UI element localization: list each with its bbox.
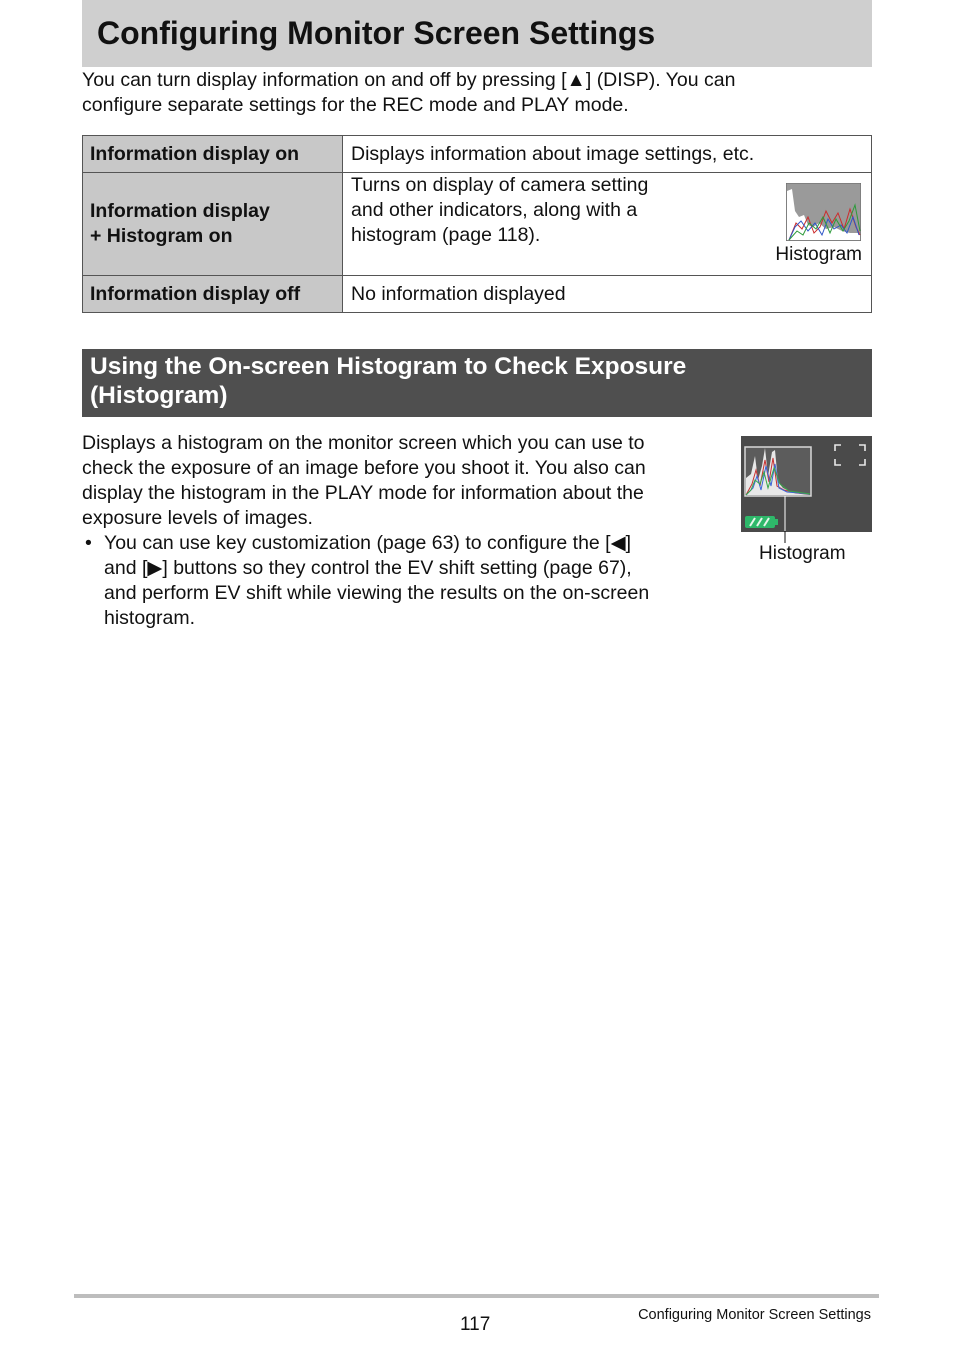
battery-icon (745, 516, 778, 528)
row-label: Information display off (83, 276, 343, 313)
description-line: Turns on display of camera setting (351, 174, 649, 196)
paragraph-line: display the histogram in the PLAY mode for information about the (82, 482, 644, 504)
section-paragraph (82, 431, 702, 531)
histogram-caption: Histogram (775, 244, 862, 265)
section-heading-line: (Histogram) (90, 382, 228, 409)
bullet-line: and perform EV shift while viewing the results on the on-screen (104, 582, 650, 604)
description-line: and other indicators, along with a (351, 199, 638, 221)
camera-screen-illustration (741, 436, 872, 532)
section-banner (82, 349, 872, 417)
bullet-item (82, 531, 702, 631)
bullet-line: You can use key customization (page 63) to configure the [◀] (104, 532, 632, 554)
paragraph-line: Displays a histogram on the monitor screen which you can use to (82, 432, 645, 454)
row-label-line: + Histogram on (90, 225, 233, 247)
row-label-line: Information display (90, 200, 270, 222)
running-footer-title: Configuring Monitor Screen Settings (638, 1307, 871, 1323)
row-label (83, 173, 343, 276)
bullet-line: histogram. (104, 607, 196, 629)
table-row (83, 136, 872, 173)
footer-rule (74, 1294, 879, 1298)
page-title: Configuring Monitor Screen Settings (97, 15, 656, 51)
intro-line: configure separate settings for the REC mode and PLAY mode. (82, 94, 629, 116)
row-description: Displays information about image settings, etc. (343, 136, 872, 173)
description-line: histogram (page 118). (351, 224, 541, 246)
table-row (83, 276, 872, 313)
row-description (343, 173, 872, 276)
table-row (83, 173, 872, 276)
histogram-caption: Histogram (759, 543, 846, 564)
bullet-marker: • (85, 532, 92, 554)
bullet-line: and [▶] buttons so they control the EV shift setting (page 67), (104, 557, 632, 579)
title-banner (82, 0, 872, 67)
histogram-thumbnail (786, 183, 861, 241)
intro-line: You can turn display information on and off by pressing [▲] (DISP). You can (82, 69, 736, 91)
settings-table (82, 135, 872, 313)
row-description: No information displayed (343, 276, 872, 313)
intro-paragraph (82, 68, 872, 118)
section-heading-line: Using the On-screen Histogram to Check Exposure (90, 353, 687, 380)
row-label: Information display on (83, 136, 343, 173)
caption-leader-line (784, 531, 786, 543)
page-number: 117 (460, 1314, 491, 1335)
paragraph-line: check the exposure of an image before you shoot it. You also can (82, 457, 646, 479)
paragraph-line: exposure levels of images. (82, 507, 313, 529)
section-heading (90, 352, 872, 410)
